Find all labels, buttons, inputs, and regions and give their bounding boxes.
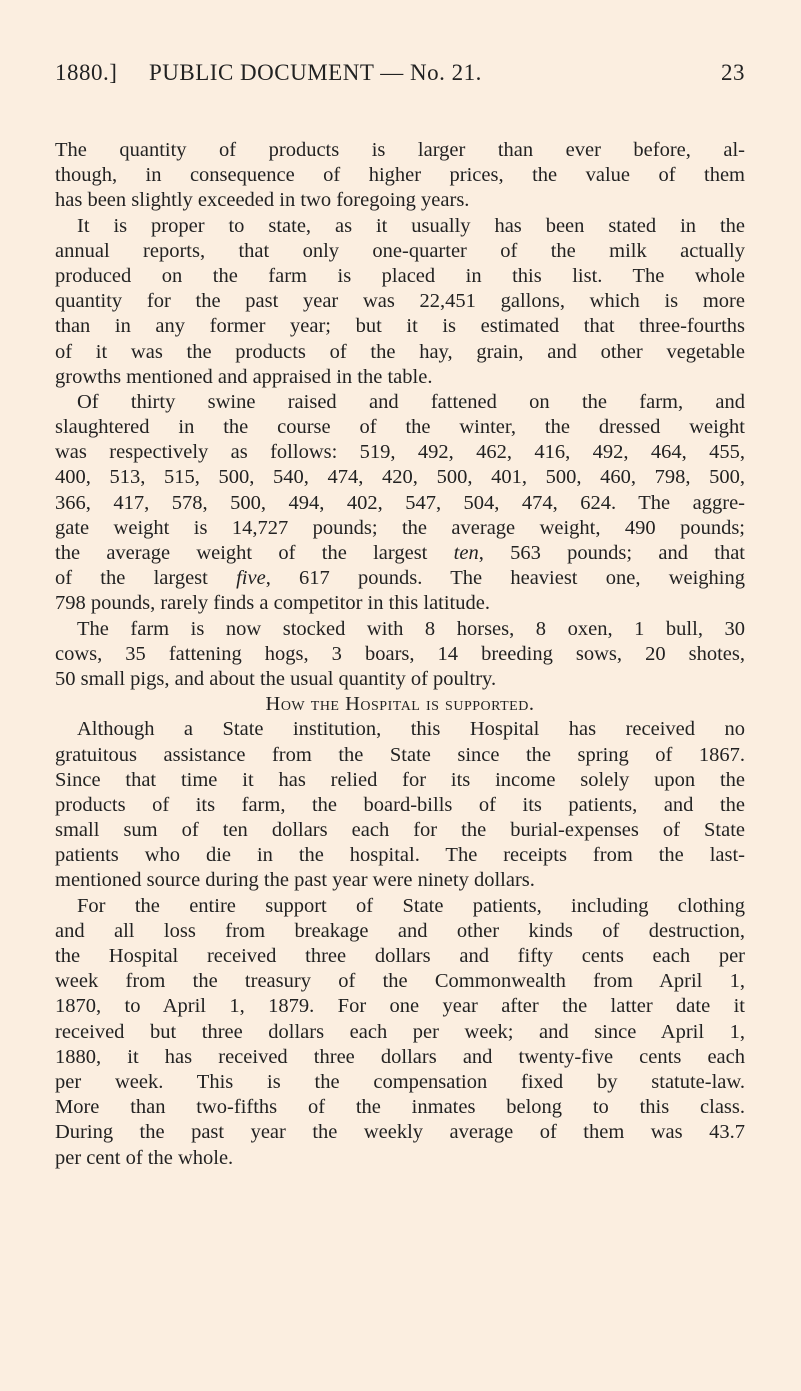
- text-line: [55, 163, 745, 188]
- text-segment: 400, 513, 515, 500, 540, 474, 420, 500, 401, 500, 460, 798, 500,: [55, 466, 745, 489]
- text-line: [55, 214, 745, 239]
- text-segment: produced on the farm is placed in this list. The whole: [55, 264, 745, 287]
- text-segment: of the largest: [55, 567, 237, 590]
- running-header: [55, 60, 745, 90]
- text-line: [55, 768, 745, 793]
- text-line: [55, 919, 745, 944]
- text-segment: , 563 pounds; and that: [478, 542, 745, 564]
- text-segment: 366, 417, 578, 500, 494, 402, 547, 504, 474, 624. The aggre-: [55, 491, 745, 514]
- text-line: [55, 264, 745, 289]
- text-line: [55, 314, 745, 339]
- text-segment: The quantity of products is larger than ever before, al-: [55, 139, 745, 161]
- text-segment: Of thirty swine raised and fattened on the farm, and: [77, 390, 745, 413]
- text-segment: 1870, to April 1, 1879. For one year after the latter date it: [55, 995, 745, 1018]
- text-line: [55, 566, 745, 591]
- text-line: [55, 138, 745, 163]
- text-segment: has been slightly exceeded in two foregoing years.: [55, 189, 470, 212]
- text-line: [55, 894, 745, 919]
- text-line: [55, 868, 745, 893]
- text-line: [55, 1070, 745, 1095]
- text-line: [55, 944, 745, 969]
- header-year: 1880.]: [55, 60, 118, 85]
- text-segment: and all loss from breakage and other kinds of destruction,: [55, 919, 745, 942]
- text-segment: than in any former year; but it is estimated that three-fourths: [55, 315, 745, 338]
- text-line: [55, 743, 745, 768]
- text-line: [55, 1095, 745, 1120]
- text-segment: gate weight is 14,727 pounds; the average weight, 490 pounds;: [55, 516, 745, 539]
- text-line: [55, 365, 745, 390]
- text-segment: During the past year the weekly average of them was 43.7: [55, 1121, 745, 1144]
- section-heading: [55, 692, 745, 717]
- text-line: [55, 465, 745, 490]
- text-segment: slaughtered in the course of the winter, the dressed weight: [55, 416, 745, 439]
- text-segment: Since that time it has relied for its income solely upon the: [55, 768, 745, 791]
- text-line: [55, 1020, 745, 1045]
- italic-text: ten: [453, 542, 479, 564]
- text-line: [55, 1146, 745, 1171]
- text-segment: patients who die in the hospital. The receipts from the last-: [55, 844, 745, 867]
- text-segment: mentioned source during the past year were ninety dollars.: [55, 869, 535, 892]
- text-segment: For the entire support of State patients, including clothing: [77, 894, 745, 917]
- text-segment: per cent of the whole.: [55, 1146, 234, 1169]
- text-segment: The farm is now stocked with 8 horses, 8 oxen, 1 bull, 30: [77, 617, 745, 640]
- text-segment: was respectively as follows: 519, 492, 462, 416, 492, 464, 455,: [55, 441, 745, 464]
- text-line: [55, 969, 745, 994]
- text-line: [55, 415, 745, 440]
- text-segment: gratuitous assistance from the State since the spring of 1867.: [55, 743, 745, 766]
- text-segment: products of its farm, the board-bills of its patients, and the: [55, 793, 745, 816]
- text-segment: 798 pounds, rarely finds a competitor in this latitude.: [55, 592, 490, 615]
- text-segment: per week. This is the compensation fixed by statute-law.: [55, 1070, 745, 1093]
- text-segment: , 617 pounds. The heaviest one, weighing: [265, 567, 745, 590]
- text-segment: the average weight of the largest: [55, 542, 454, 564]
- text-segment: though, in consequence of higher prices, the value of them: [55, 164, 745, 187]
- text-line: [55, 994, 745, 1019]
- text-segment: 1880, it has received three dollars and twenty-five cents each: [55, 1045, 745, 1068]
- text-line: [55, 440, 745, 465]
- text-segment: growths mentioned and appraised in the table.: [55, 365, 433, 388]
- text-line: [55, 390, 745, 415]
- text-segment: week from the treasury of the Commonwealth from April 1,: [55, 970, 745, 993]
- text-segment: It is proper to state, as it usually has been stated in the: [77, 214, 745, 237]
- text-line: [55, 717, 745, 742]
- text-segment: small sum of ten dollars each for the burial-expenses of State: [55, 819, 745, 842]
- text-segment: quantity for the past year was 22,451 gallons, which is more: [55, 290, 745, 313]
- text-line: [55, 793, 745, 818]
- text-line: [55, 188, 745, 213]
- text-line: [55, 491, 745, 516]
- italic-text: five: [236, 567, 266, 590]
- text-line: [55, 667, 745, 692]
- text-line: [55, 340, 745, 365]
- text-line: [55, 843, 745, 868]
- text-segment: cows, 35 fattening hogs, 3 boars, 14 breeding sows, 20 shotes,: [55, 642, 745, 665]
- text-segment: the Hospital received three dollars and fifty cents each per: [55, 945, 745, 967]
- text-line: [55, 591, 745, 616]
- text-segment: Although a State institution, this Hospital has received no: [77, 718, 745, 741]
- text-segment: annual reports, that only one-quarter of the milk actually: [55, 239, 745, 262]
- header-title: PUBLIC DOCUMENT — No. 21.: [149, 60, 482, 85]
- text-segment: of it was the products of the hay, grain, and other vegetable: [55, 340, 745, 363]
- text-segment: received but three dollars each per week; and since April 1,: [55, 1020, 745, 1043]
- body-text: [55, 138, 745, 1171]
- page-number: 23: [721, 60, 745, 85]
- text-line: [55, 642, 745, 667]
- text-line: [55, 516, 745, 541]
- text-segment: How the Hospital is supported.: [265, 693, 535, 716]
- text-line: [55, 239, 745, 264]
- text-segment: 50 small pigs, and about the usual quantity of poultry.: [55, 667, 497, 690]
- text-line: [55, 617, 745, 642]
- text-line: [55, 541, 745, 566]
- text-line: [55, 1045, 745, 1070]
- text-line: [55, 1120, 745, 1145]
- text-line: [55, 818, 745, 843]
- text-segment: More than two-fifths of the inmates belong to this class.: [55, 1096, 745, 1119]
- text-line: [55, 289, 745, 314]
